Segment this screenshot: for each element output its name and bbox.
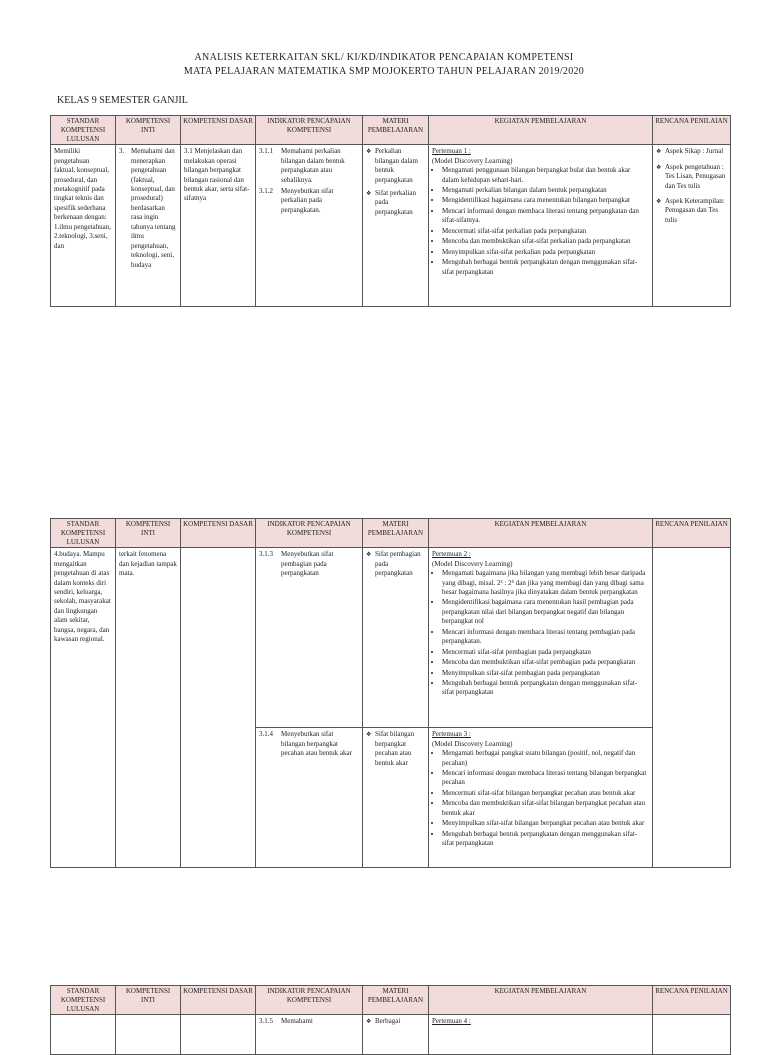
indicator-number: 3.1.5 bbox=[259, 1017, 273, 1026]
header-skl: STANDAR KOMPETENSI LULUSAN bbox=[51, 116, 116, 145]
meeting-label: Pertemuan 1 : bbox=[432, 147, 471, 156]
cell-penilaian bbox=[653, 1015, 731, 1055]
header-kegiatan: KEGIATAN PEMBELAJARAN bbox=[429, 986, 653, 1015]
activity-item: • Mengamati bagaimana jika bilangan yang membagi lebih besar daripada yang dibagi, misal. 2³ : 2⁵ dan jika yang membagi dan yang dibagi sama besar bagaimana hasilnya jika dinyatakan dalam bentuk perpangkatan bbox=[442, 569, 649, 597]
indicator-text: Memahami bbox=[281, 1017, 313, 1026]
header-ki: KOMPETENSI INTI bbox=[116, 519, 181, 548]
table-row bbox=[51, 1015, 731, 1055]
materi-item: ❖ Sifat pembagian pada perpangkatan bbox=[375, 550, 425, 578]
cell-materi bbox=[363, 548, 429, 728]
cell-kegiatan bbox=[429, 1015, 653, 1055]
materi-item: ❖ Sifat perkalian pada perpangkatan bbox=[375, 189, 425, 217]
indicator-text: Menyebutkan sifat perkalian pada perpangkatan. bbox=[281, 187, 334, 214]
header-penilaian: RENCANA PENILAIAN bbox=[653, 116, 731, 145]
activity-item: • Menyimpulkan sifat-sifat bilangan berpangkat pecahan atau bentuk akar bbox=[442, 819, 649, 828]
activity-item: • Mengubah berbagai bentuk perpangkatan dengan menggunakan sifat-sifat perpangkatan bbox=[442, 679, 649, 698]
cell-materi bbox=[363, 728, 429, 868]
activity-item: • Mengidentifikasi bagaimana cara menentukan bilangan berpangkat bbox=[442, 196, 649, 205]
document-title: ANALISIS KETERKAITAN SKL/ KI/KD/INDIKATOR PENCAPAIAN KOMPETENSI bbox=[194, 52, 574, 63]
assessment-item: ❖ Aspek Keterampilan: Penugasan dan Tes tulis bbox=[665, 197, 727, 225]
analysis-table-2 bbox=[50, 518, 731, 868]
cell-kegiatan bbox=[429, 548, 653, 728]
header-indikator: INDIKATOR PENCAPAIAN KOMPETENSI bbox=[256, 986, 363, 1015]
model-label: (Model Discovery Learning) bbox=[432, 156, 513, 165]
table-row bbox=[51, 548, 731, 728]
cell-ki bbox=[116, 145, 181, 307]
cell-indikator bbox=[256, 728, 363, 868]
header-kegiatan: KEGIATAN PEMBELAJARAN bbox=[429, 116, 653, 145]
header-ki: KOMPETENSI INTI bbox=[116, 986, 181, 1015]
header-kegiatan: KEGIATAN PEMBELAJARAN bbox=[429, 519, 653, 548]
header-kd: KOMPETENSI DASAR bbox=[181, 116, 256, 145]
analysis-table-3 bbox=[50, 985, 731, 1055]
cell-materi bbox=[363, 145, 429, 307]
indicator-text: Menyebutkan sifat pembagian pada perpangkatan bbox=[281, 550, 334, 578]
activity-item: • Mengubah berbagai bentuk perpangkatan dengan menggunakan sifat-sifat perpangkatan bbox=[442, 830, 649, 849]
cell-skl: 4.budaya. Mampu mengaitkan pengetahuan di atas dalam konteks diri sendiri, keluarga, sekolah, masyarakat dan lingkungan alam sekitar, bangsa, negara, dan kawasan regional. bbox=[51, 548, 116, 868]
header-skl: STANDAR KOMPETENSI LULUSAN bbox=[51, 519, 116, 548]
activity-item: • Mengamati penggunaan bilangan berpangkat bulat dan bentuk akar dalam kehidupan sehari-hari. bbox=[442, 166, 649, 185]
activity-item: • Mencermati sifat-sifat pembagian pada perpangkatan bbox=[442, 648, 649, 657]
activity-item: • Mengamati perkalian bilangan dalam bentuk perpangkatan bbox=[442, 186, 649, 195]
cell-kd: 3.1 Menjelaskan dan melakukan operasi bilangan berpangkat bilangan rasional dan bentuk akar, serta sifat-sifatnya bbox=[181, 145, 256, 307]
activity-item: • Mengidentifikasi bagaimana cara menentukan hasil pembagian pada perpangkatan nilai dari bilangan berpangkat negatif dan bilangan berpangkat nol bbox=[442, 598, 649, 626]
meeting-label: Pertemuan 3 : bbox=[432, 730, 471, 739]
meeting-label: Pertemuan 2 : bbox=[432, 550, 471, 559]
activity-item: • Mencoba dan membuktikan sifat-sifat pembagian pada perpangkatan bbox=[442, 658, 649, 667]
ki-number: 3. bbox=[119, 147, 125, 156]
materi-item: ❖ Sifat bilangan berpangkat pecahan atau bentuk akar bbox=[375, 730, 425, 768]
assessment-item: ❖ Aspek Sikap : Jurnal bbox=[665, 147, 727, 156]
header-ki: KOMPETENSI INTI bbox=[116, 116, 181, 145]
cell-indikator bbox=[256, 548, 363, 728]
activity-item: • Mencoba dan membuktikan sifat-sifat bilangan berpangkat pecahan atau bentuk akar bbox=[442, 799, 649, 818]
activity-item: • Mencoba dan membuktikan sifat-sifat perkalian pada perpangkatan bbox=[442, 237, 649, 246]
indicator-number: 3.1.3 bbox=[259, 550, 273, 559]
cell-materi bbox=[363, 1015, 429, 1055]
header-materi: MATERI PEMBELAJARAN bbox=[363, 519, 429, 548]
activity-item: • Mencermati sifat-sifat perkalian pada perpangkatan bbox=[442, 227, 649, 236]
table-header-row bbox=[51, 519, 731, 548]
indicator-number: 3.1.4 bbox=[259, 730, 273, 739]
activity-item: • Mencari informasi dengan membaca literasi tentang bilangan berpangkat pecahan bbox=[442, 769, 649, 788]
cell-ki: terkait fenomena dan kejadian tampak mata. bbox=[116, 548, 181, 868]
meeting-label: Pertemuan 4 : bbox=[432, 1017, 471, 1026]
header-skl: STANDAR KOMPETENSI LULUSAN bbox=[51, 986, 116, 1015]
cell-penilaian bbox=[653, 548, 731, 868]
cell-skl bbox=[51, 1015, 116, 1055]
assessment-item: ❖ Aspek pengetahuan : Tes Lisan, Penugasan dan Tes tulis bbox=[665, 163, 727, 191]
cell-kd bbox=[181, 548, 256, 868]
class-label: KELAS 9 SEMESTER GANJIL bbox=[57, 95, 188, 106]
header-penilaian: RENCANA PENILAIAN bbox=[653, 986, 731, 1015]
header-kd: KOMPETENSI DASAR bbox=[181, 519, 256, 548]
indicator-number: 3.1.1 bbox=[259, 147, 273, 156]
model-label: (Model Discovery Learning) bbox=[432, 739, 513, 748]
header-indikator: INDIKATOR PENCAPAIAN KOMPETENSI bbox=[256, 519, 363, 548]
document-subtitle: MATA PELAJARAN MATEMATIKA SMP MOJOKERTO TAHUN PELAJARAN 2019/2020 bbox=[183, 66, 585, 77]
table-header-row bbox=[51, 986, 731, 1015]
header-kd: KOMPETENSI DASAR bbox=[181, 986, 256, 1015]
indicator-number: 3.1.2 bbox=[259, 187, 273, 195]
cell-kegiatan bbox=[429, 145, 653, 307]
cell-indikator bbox=[256, 1015, 363, 1055]
activity-item: • Mengubah berbagai bentuk perpangkatan dengan menggunakan sifat-sifat perpangkatan bbox=[442, 258, 649, 277]
table-header-row bbox=[51, 116, 731, 145]
activity-item: • Mengamati berbagai pangkat suatu bilangan (positif, nol, negatif dan pecahan) bbox=[442, 749, 649, 768]
cell-kegiatan bbox=[429, 728, 653, 868]
activity-item: • Mencari informasi dengan membaca literasi tentang pembagian pada perpangkatan. bbox=[442, 628, 649, 647]
indicator-text: Menyebutkan sifat bilangan berpangkat pecahan atau bentuk akar bbox=[281, 730, 352, 758]
activity-item: • Mencari informasi dengan membaca literasi tentang perpangkatan dan sifat-sifatnya. bbox=[442, 207, 649, 226]
cell-ki bbox=[116, 1015, 181, 1055]
indicator-text: Memahami perkalian bilangan dalam bentuk perpangkatan atau sebaliknya. bbox=[281, 147, 345, 184]
header-penilaian: RENCANA PENILAIAN bbox=[653, 519, 731, 548]
activity-item: • Menyimpulkan sifat-sifat pembagian pada perpangkatan bbox=[442, 669, 649, 678]
cell-penilaian bbox=[653, 145, 731, 307]
materi-item: ❖ Perkalian bilangan dalam bentuk perpangkatan bbox=[375, 147, 425, 185]
activity-item: • Menyimpulkan sifat-sifat perkalian pada perpangkatan bbox=[442, 248, 649, 257]
header-materi: MATERI PEMBELAJARAN bbox=[363, 986, 429, 1015]
header-indikator: INDIKATOR PENCAPAIAN KOMPETENSI bbox=[256, 116, 363, 145]
table-row bbox=[51, 145, 731, 307]
cell-kd bbox=[181, 1015, 256, 1055]
ki-text: Memahami dan menerapkan pengetahuan (faktual, konseptual, dan prosedural) berdasarkan rasa ingin tahunya tentang ilmu pengetahuan, teknologi, seni, budaya bbox=[131, 147, 176, 269]
activity-item: • Mencermati sifat-sifat bilangan berpangkat pecahan atau bentuk akar bbox=[442, 789, 649, 798]
materi-item: ❖ Berbagai bbox=[375, 1017, 425, 1026]
model-label: (Model Discovery Learning) bbox=[432, 559, 513, 568]
cell-indikator bbox=[256, 145, 363, 307]
cell-skl: Memiliki pengetahuan faktual, konseptual, prosedural, dan metakognitif pada tingkat teknis dan spesifik sederhana berkenaan dengan: 1.ilmu pengetahuan, 2.teknologi, 3.seni, dan bbox=[51, 145, 116, 307]
header-materi: MATERI PEMBELAJARAN bbox=[363, 116, 429, 145]
analysis-table-1 bbox=[50, 115, 731, 307]
